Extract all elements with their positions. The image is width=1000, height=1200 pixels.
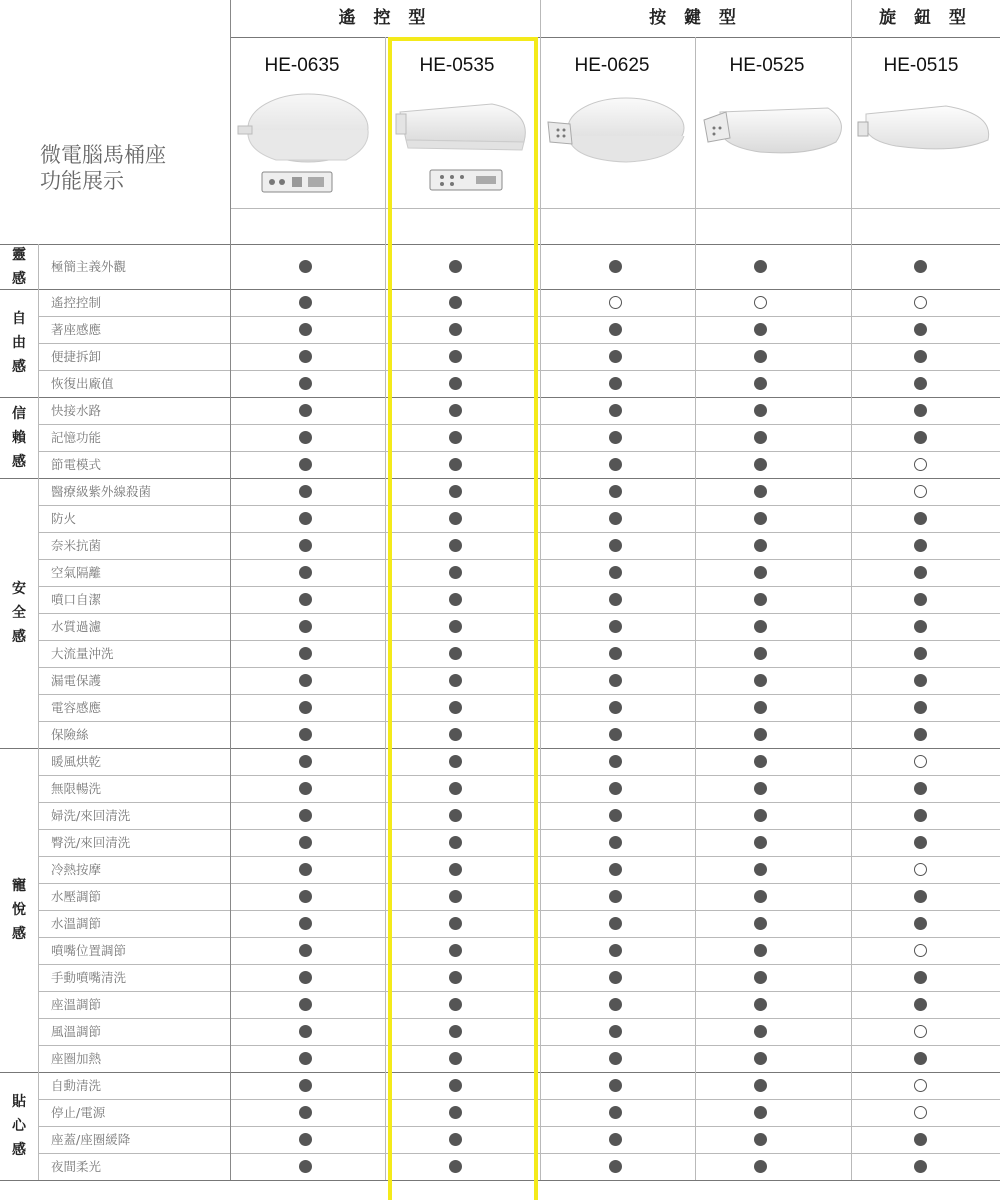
header-left-border xyxy=(230,0,231,244)
product-image-he-0515 xyxy=(856,100,996,156)
filled-dot-icon xyxy=(609,1133,622,1146)
filled-dot-icon xyxy=(914,350,927,363)
filled-dot-icon xyxy=(754,620,767,633)
filled-dot-icon xyxy=(299,836,312,849)
filled-dot-icon xyxy=(754,404,767,417)
filled-dot-icon xyxy=(754,458,767,471)
feature-label: 座溫調節 xyxy=(51,997,102,1012)
model-name: HE-0535 xyxy=(419,55,495,76)
feature-label: 手動噴嘴清洗 xyxy=(51,970,127,985)
feature-label: 極簡主義外觀 xyxy=(51,259,127,274)
feature-label: 漏電保護 xyxy=(51,673,102,688)
filled-dot-icon xyxy=(754,890,767,903)
filled-dot-icon xyxy=(609,620,622,633)
filled-dot-icon xyxy=(299,1106,312,1119)
filled-dot-icon xyxy=(609,1052,622,1065)
filled-dot-icon xyxy=(299,377,312,390)
filled-dot-icon xyxy=(914,539,927,552)
filled-dot-icon xyxy=(609,647,622,660)
model-name: HE-0635 xyxy=(264,55,340,76)
feature-label: 水溫調節 xyxy=(51,916,102,931)
filled-dot-icon xyxy=(754,755,767,768)
filled-dot-icon xyxy=(914,998,927,1011)
category-char: 感 xyxy=(12,270,26,287)
filled-dot-icon xyxy=(299,485,312,498)
filled-dot-icon xyxy=(754,539,767,552)
group-header-remote: 遙 控 型 xyxy=(338,8,432,28)
filled-dot-icon xyxy=(914,890,927,903)
column-divider xyxy=(851,37,852,244)
group-header-button: 按 鍵 型 xyxy=(649,8,742,28)
feature-label: 大流量沖洗 xyxy=(51,646,114,661)
filled-dot-icon xyxy=(754,836,767,849)
filled-dot-icon xyxy=(609,323,622,336)
empty-circle-icon xyxy=(914,485,927,498)
filled-dot-icon xyxy=(914,728,927,741)
feature-label: 快接水路 xyxy=(51,403,102,418)
category-label xyxy=(0,748,38,1072)
feature-label: 風溫調節 xyxy=(51,1024,102,1039)
filled-dot-icon xyxy=(754,728,767,741)
filled-dot-icon xyxy=(754,647,767,660)
model-name: HE-0625 xyxy=(574,55,650,76)
filled-dot-icon xyxy=(914,431,927,444)
page-title-line-2: 功能展示 xyxy=(40,169,124,193)
page-title xyxy=(40,142,166,194)
filled-dot-icon xyxy=(914,674,927,687)
highlight-frame-he-0535 xyxy=(388,37,538,1200)
model-name: HE-0525 xyxy=(729,55,805,76)
category-char: 賴 xyxy=(12,429,26,446)
category-char: 感 xyxy=(12,629,26,645)
filled-dot-icon xyxy=(609,674,622,687)
feature-label: 噴口自潔 xyxy=(51,592,102,607)
filled-dot-icon xyxy=(754,782,767,795)
filled-dot-icon xyxy=(609,755,622,768)
filled-dot-icon xyxy=(609,809,622,822)
filled-dot-icon xyxy=(609,890,622,903)
filled-dot-icon xyxy=(609,485,622,498)
filled-dot-icon xyxy=(914,566,927,579)
filled-dot-icon xyxy=(754,1160,767,1173)
category-char: 感 xyxy=(12,359,26,375)
filled-dot-icon xyxy=(299,1079,312,1092)
feature-label: 夜間柔光 xyxy=(51,1159,102,1174)
filled-dot-icon xyxy=(754,917,767,930)
category-char: 感 xyxy=(12,926,26,942)
filled-dot-icon xyxy=(609,782,622,795)
filled-dot-icon xyxy=(914,593,927,606)
filled-dot-icon xyxy=(754,701,767,714)
filled-dot-icon xyxy=(299,404,312,417)
category-char: 全 xyxy=(12,605,26,621)
filled-dot-icon xyxy=(914,809,927,822)
filled-dot-icon xyxy=(914,917,927,930)
filled-dot-icon xyxy=(299,944,312,957)
filled-dot-icon xyxy=(299,1160,312,1173)
filled-dot-icon xyxy=(754,431,767,444)
filled-dot-icon xyxy=(609,1079,622,1092)
feature-label: 保險絲 xyxy=(51,727,89,742)
filled-dot-icon xyxy=(299,323,312,336)
column-divider xyxy=(230,244,231,1180)
category-char: 由 xyxy=(12,335,26,351)
filled-dot-icon xyxy=(609,350,622,363)
category-char: 悅 xyxy=(12,902,26,918)
filled-dot-icon xyxy=(914,512,927,525)
filled-dot-icon xyxy=(299,782,312,795)
filled-dot-icon xyxy=(299,917,312,930)
filled-dot-icon xyxy=(609,728,622,741)
feature-label: 座圈加熱 xyxy=(51,1051,102,1066)
feature-label: 空氣隔離 xyxy=(51,565,102,580)
feature-label: 防火 xyxy=(51,511,77,526)
filled-dot-icon xyxy=(609,260,622,273)
filled-dot-icon xyxy=(609,458,622,471)
filled-dot-icon xyxy=(299,566,312,579)
filled-dot-icon xyxy=(299,863,312,876)
filled-dot-icon xyxy=(754,863,767,876)
filled-dot-icon xyxy=(299,1025,312,1038)
filled-dot-icon xyxy=(754,1025,767,1038)
category-label xyxy=(0,289,38,397)
filled-dot-icon xyxy=(609,512,622,525)
product-image-he-0625 xyxy=(546,92,688,172)
empty-circle-icon xyxy=(914,1106,927,1119)
category-char: 感 xyxy=(12,1142,26,1158)
filled-dot-icon xyxy=(754,485,767,498)
feature-label: 遙控控制 xyxy=(51,295,102,310)
filled-dot-icon xyxy=(754,944,767,957)
feature-label: 噴嘴位置調節 xyxy=(51,943,127,958)
filled-dot-icon xyxy=(299,350,312,363)
column-divider xyxy=(385,244,386,1180)
category-char: 感 xyxy=(12,453,26,470)
filled-dot-icon xyxy=(299,1133,312,1146)
category-label xyxy=(0,478,38,748)
column-divider xyxy=(540,37,541,244)
filled-dot-icon xyxy=(914,260,927,273)
column-divider xyxy=(38,244,39,1180)
filled-dot-icon xyxy=(754,1106,767,1119)
filled-dot-icon xyxy=(609,566,622,579)
filled-dot-icon xyxy=(609,836,622,849)
column-divider xyxy=(540,244,541,1180)
feature-label: 水壓調節 xyxy=(51,889,102,904)
empty-circle-icon xyxy=(754,296,767,309)
filled-dot-icon xyxy=(609,1160,622,1173)
category-label xyxy=(0,244,38,289)
filled-dot-icon xyxy=(609,431,622,444)
filled-dot-icon xyxy=(299,647,312,660)
category-char: 寵 xyxy=(12,878,26,894)
filled-dot-icon xyxy=(754,593,767,606)
filled-dot-icon xyxy=(914,404,927,417)
filled-dot-icon xyxy=(754,971,767,984)
filled-dot-icon xyxy=(754,1052,767,1065)
filled-dot-icon xyxy=(609,971,622,984)
filled-dot-icon xyxy=(609,593,622,606)
page-title-line-1: 微電腦馬桶座 xyxy=(40,143,166,167)
category-char: 貼 xyxy=(12,1094,26,1110)
feature-label: 水質過濾 xyxy=(51,619,102,634)
feature-label: 冷熱按摩 xyxy=(51,862,102,877)
filled-dot-icon xyxy=(299,755,312,768)
feature-label: 電容感應 xyxy=(51,700,102,715)
filled-dot-icon xyxy=(609,917,622,930)
category-char: 自 xyxy=(12,311,26,327)
filled-dot-icon xyxy=(609,377,622,390)
filled-dot-icon xyxy=(754,998,767,1011)
filled-dot-icon xyxy=(754,512,767,525)
filled-dot-icon xyxy=(914,377,927,390)
empty-circle-icon xyxy=(914,944,927,957)
empty-circle-icon xyxy=(609,296,622,309)
filled-dot-icon xyxy=(299,260,312,273)
filled-dot-icon xyxy=(754,350,767,363)
filled-dot-icon xyxy=(299,431,312,444)
feature-label: 停止/電源 xyxy=(51,1105,106,1120)
filled-dot-icon xyxy=(299,674,312,687)
feature-label: 著座感應 xyxy=(51,322,102,337)
feature-label: 自動清洗 xyxy=(51,1078,102,1093)
filled-dot-icon xyxy=(609,863,622,876)
empty-circle-icon xyxy=(914,863,927,876)
feature-label: 無限暢洗 xyxy=(51,781,102,796)
filled-dot-icon xyxy=(609,701,622,714)
filled-dot-icon xyxy=(299,620,312,633)
empty-circle-icon xyxy=(914,1025,927,1038)
filled-dot-icon xyxy=(754,1133,767,1146)
filled-dot-icon xyxy=(914,782,927,795)
category-label xyxy=(0,397,38,478)
filled-dot-icon xyxy=(914,701,927,714)
filled-dot-icon xyxy=(299,809,312,822)
filled-dot-icon xyxy=(914,620,927,633)
filled-dot-icon xyxy=(299,971,312,984)
filled-dot-icon xyxy=(754,809,767,822)
filled-dot-icon xyxy=(609,1106,622,1119)
filled-dot-icon xyxy=(609,539,622,552)
column-divider xyxy=(385,37,386,244)
feature-label: 恢復出廠值 xyxy=(51,376,114,391)
filled-dot-icon xyxy=(299,458,312,471)
filled-dot-icon xyxy=(754,674,767,687)
filled-dot-icon xyxy=(914,971,927,984)
filled-dot-icon xyxy=(754,566,767,579)
filled-dot-icon xyxy=(299,593,312,606)
feature-label: 臀洗/來回清洗 xyxy=(51,835,131,850)
category-char: 靈 xyxy=(12,246,26,263)
feature-label: 婦洗/來回清洗 xyxy=(51,808,131,823)
filled-dot-icon xyxy=(299,512,312,525)
empty-circle-icon xyxy=(914,296,927,309)
model-name: HE-0515 xyxy=(883,55,959,76)
feature-label: 記憶功能 xyxy=(51,430,102,445)
filled-dot-icon xyxy=(609,998,622,1011)
filled-dot-icon xyxy=(609,1025,622,1038)
empty-circle-icon xyxy=(914,755,927,768)
category-char: 信 xyxy=(12,405,26,422)
feature-label: 暖風烘乾 xyxy=(51,754,102,769)
filled-dot-icon xyxy=(754,377,767,390)
filled-dot-icon xyxy=(299,296,312,309)
filled-dot-icon xyxy=(754,323,767,336)
feature-label: 醫療級紫外線殺菌 xyxy=(51,484,152,499)
filled-dot-icon xyxy=(609,944,622,957)
filled-dot-icon xyxy=(299,890,312,903)
feature-label: 奈米抗菌 xyxy=(51,538,102,553)
column-divider xyxy=(695,37,696,244)
filled-dot-icon xyxy=(609,404,622,417)
feature-label: 便捷拆卸 xyxy=(51,349,102,364)
group-header-knob: 旋 鈕 型 xyxy=(879,8,972,28)
product-image-he-0525 xyxy=(700,98,846,160)
feature-label: 座蓋/座圈緩降 xyxy=(51,1132,131,1147)
category-char: 安 xyxy=(12,581,26,597)
empty-circle-icon xyxy=(914,458,927,471)
filled-dot-icon xyxy=(914,1133,927,1146)
filled-dot-icon xyxy=(914,1052,927,1065)
column-divider xyxy=(851,244,852,1180)
filled-dot-icon xyxy=(299,1052,312,1065)
filled-dot-icon xyxy=(914,1160,927,1173)
filled-dot-icon xyxy=(299,728,312,741)
filled-dot-icon xyxy=(914,647,927,660)
category-label xyxy=(0,1072,38,1180)
filled-dot-icon xyxy=(914,323,927,336)
product-image-he-0635 xyxy=(236,88,376,198)
feature-label: 節電模式 xyxy=(51,457,102,472)
filled-dot-icon xyxy=(914,836,927,849)
filled-dot-icon xyxy=(754,1079,767,1092)
filled-dot-icon xyxy=(299,539,312,552)
filled-dot-icon xyxy=(299,701,312,714)
filled-dot-icon xyxy=(299,998,312,1011)
category-char: 心 xyxy=(12,1118,26,1134)
empty-circle-icon xyxy=(914,1079,927,1092)
filled-dot-icon xyxy=(754,260,767,273)
column-divider xyxy=(695,244,696,1180)
image-row-divider xyxy=(230,208,1000,209)
header-divider xyxy=(230,37,1000,38)
